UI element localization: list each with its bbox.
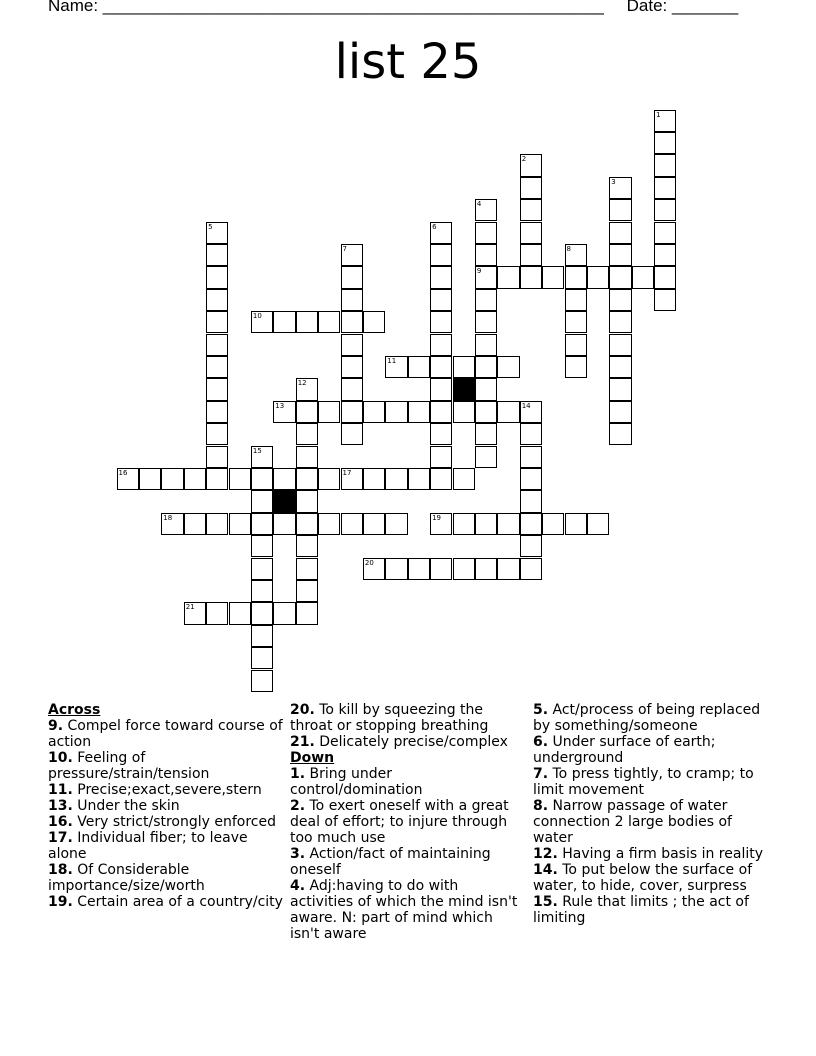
grid-cell[interactable] [520, 535, 542, 557]
clue-label: 20. [290, 702, 315, 718]
clue-text: Certain area of a country/city [72, 894, 283, 910]
down-clue [533, 862, 773, 894]
grid-cell[interactable] [206, 289, 228, 311]
grid-cell[interactable] [273, 468, 295, 490]
clue-number: 11 [387, 356, 397, 365]
grid-cell[interactable] [565, 266, 587, 288]
grid-cell[interactable] [475, 401, 497, 423]
across-clue [290, 734, 525, 750]
down-clue [290, 846, 525, 878]
grid-cell[interactable] [341, 468, 363, 490]
clue-label: 7. [533, 766, 549, 782]
grid-cell[interactable] [273, 602, 295, 624]
grid-cell[interactable] [206, 311, 228, 333]
grid-cell[interactable] [520, 244, 542, 266]
clue-number: 2 [521, 155, 527, 164]
across-clue [48, 782, 283, 798]
grid-cell[interactable] [430, 222, 452, 244]
grid-cell[interactable] [430, 558, 452, 580]
grid-cell[interactable] [430, 356, 452, 378]
grid-cell[interactable] [296, 535, 318, 557]
grid-cell[interactable] [654, 132, 676, 154]
down-clue [533, 846, 773, 862]
grid-cell[interactable] [565, 289, 587, 311]
grid-cell[interactable] [453, 558, 475, 580]
grid-cell[interactable] [296, 558, 318, 580]
grid-cell[interactable] [609, 289, 631, 311]
clue-text: To exert oneself with a great deal of effort; to injure through too much use [290, 798, 509, 846]
grid-cell[interactable] [520, 199, 542, 221]
grid-cell[interactable] [520, 446, 542, 468]
down-clue [533, 766, 773, 798]
grid-cell[interactable] [251, 311, 273, 333]
grid-cell[interactable] [341, 311, 363, 333]
grid-cell[interactable] [341, 266, 363, 288]
grid-cell[interactable] [318, 311, 340, 333]
grid-cell[interactable] [206, 446, 228, 468]
clue-text: Compel force toward course of action [48, 718, 283, 750]
grid-cell[interactable] [206, 513, 228, 535]
grid-cell[interactable] [520, 423, 542, 445]
clue-label: 2. [290, 798, 306, 814]
grid-cell[interactable] [609, 244, 631, 266]
grid-cell[interactable] [363, 401, 385, 423]
clue-text: Act/process of being replaced by something/someone [533, 702, 761, 734]
clue-number: 12 [297, 379, 307, 388]
across-clue [48, 894, 283, 910]
grid-cell[interactable] [184, 513, 206, 535]
grid-cell[interactable] [475, 199, 497, 221]
grid-cell[interactable] [453, 468, 475, 490]
grid-cell[interactable] [296, 401, 318, 423]
clue-text: Individual fiber; to leave alone [48, 830, 248, 862]
grid-cell[interactable] [430, 311, 452, 333]
grid-cell[interactable] [497, 266, 519, 288]
grid-cell[interactable] [520, 513, 542, 535]
clue-number: 20 [364, 558, 374, 567]
grid-cell[interactable] [430, 468, 452, 490]
grid-cell[interactable] [363, 311, 385, 333]
grid-cell[interactable] [654, 110, 676, 132]
grid-cell[interactable] [206, 423, 228, 445]
grid-cell[interactable] [609, 311, 631, 333]
down-clue [533, 702, 773, 734]
grid-cell[interactable] [609, 401, 631, 423]
grid-cell[interactable] [251, 535, 273, 557]
grid-cell[interactable] [654, 222, 676, 244]
grid-cell[interactable] [497, 356, 519, 378]
clue-text: To press tightly, to cramp; to limit movement [533, 766, 754, 798]
clue-number: 19 [432, 513, 442, 522]
grid-cell[interactable] [229, 513, 251, 535]
clue-text: Feeling of pressure/strain/tension [48, 750, 210, 782]
clue-number: 3 [611, 177, 616, 186]
grid-cell[interactable] [341, 513, 363, 535]
clue-label: 12. [533, 846, 558, 862]
grid-cell[interactable] [520, 154, 542, 176]
grid-cell[interactable] [430, 423, 452, 445]
grid-cell[interactable] [430, 513, 452, 535]
grid-cell[interactable] [341, 334, 363, 356]
clue-number: 5 [208, 222, 213, 231]
clue-text: Action/fact of maintaining oneself [290, 846, 491, 878]
grid-cell[interactable] [273, 401, 295, 423]
grid-cell[interactable] [497, 558, 519, 580]
grid-cell[interactable] [609, 356, 631, 378]
grid-cell[interactable] [296, 446, 318, 468]
clue-text: To kill by squeezing the throat or stopping breathing [290, 702, 489, 734]
grid-cell[interactable] [363, 558, 385, 580]
down-clue [533, 894, 773, 926]
grid-cell[interactable] [497, 513, 519, 535]
grid-cell[interactable] [273, 513, 295, 535]
grid-cell[interactable] [385, 356, 407, 378]
grid-cell[interactable] [609, 266, 631, 288]
grid-cell[interactable] [318, 468, 340, 490]
grid-cell[interactable] [408, 468, 430, 490]
clue-number: 6 [432, 222, 437, 231]
grid-cell[interactable] [341, 244, 363, 266]
grid-cell[interactable] [296, 602, 318, 624]
grid-cell[interactable] [430, 446, 452, 468]
grid-cell[interactable] [251, 670, 273, 692]
grid-cell[interactable] [453, 401, 475, 423]
grid-cell[interactable] [206, 334, 228, 356]
grid-cell[interactable] [520, 177, 542, 199]
grid-block-cell [453, 378, 475, 400]
grid-cell[interactable] [318, 401, 340, 423]
grid-cell[interactable] [475, 222, 497, 244]
grid-cell[interactable] [385, 401, 407, 423]
grid-cell[interactable] [296, 580, 318, 602]
grid-cell[interactable] [251, 490, 273, 512]
across-clue [48, 718, 283, 750]
grid-cell[interactable] [161, 513, 183, 535]
grid-cell[interactable] [341, 289, 363, 311]
clue-label: 5. [533, 702, 549, 718]
grid-cell[interactable] [565, 334, 587, 356]
clue-label: 21. [290, 734, 315, 750]
grid-cell[interactable] [273, 311, 295, 333]
grid-cell[interactable] [565, 356, 587, 378]
clue-number: 10 [252, 312, 262, 321]
clue-label: 10. [48, 750, 73, 766]
clue-number: 8 [566, 244, 571, 253]
grid-cell[interactable] [229, 602, 251, 624]
clue-text: Under surface of earth; underground [533, 734, 716, 766]
grid-cell[interactable] [408, 558, 430, 580]
grid-cell[interactable] [341, 423, 363, 445]
grid-cell[interactable] [520, 401, 542, 423]
across-clue [48, 750, 283, 782]
clue-text: Narrow passage of water connection 2 large bodies of water [533, 798, 732, 846]
grid-cell[interactable] [430, 244, 452, 266]
grid-cell[interactable] [139, 468, 161, 490]
grid-cell[interactable] [229, 468, 251, 490]
grid-cell[interactable] [609, 334, 631, 356]
grid-cell[interactable] [565, 513, 587, 535]
grid-cell[interactable] [117, 468, 139, 490]
down-clue [290, 798, 525, 846]
grid-cell[interactable] [475, 356, 497, 378]
clue-label: 16. [48, 814, 73, 830]
clue-number: 17 [342, 468, 352, 477]
grid-cell[interactable] [408, 401, 430, 423]
clue-number: 18 [163, 513, 173, 522]
grid-cell[interactable] [565, 244, 587, 266]
clue-label: 4. [290, 878, 306, 894]
clue-text: Of Considerable importance/size/worth [48, 862, 205, 894]
clue-number: 21 [185, 603, 195, 612]
grid-cell[interactable] [520, 222, 542, 244]
page-title: list 25 [334, 34, 482, 90]
grid-cell[interactable] [296, 311, 318, 333]
clue-label: 19. [48, 894, 73, 910]
grid-cell[interactable] [520, 266, 542, 288]
grid-cell[interactable] [385, 558, 407, 580]
across-header: Across [48, 702, 101, 718]
down-clue [533, 798, 773, 846]
grid-cell[interactable] [654, 289, 676, 311]
clue-text: Precise;exact,severe,stern [72, 782, 262, 798]
clue-number: 1 [656, 110, 661, 119]
grid-cell[interactable] [184, 468, 206, 490]
clue-text: Having a firm basis in reality [557, 846, 763, 862]
grid-cell[interactable] [251, 625, 273, 647]
across-clue [48, 814, 283, 830]
down-clue [290, 878, 525, 942]
grid-cell[interactable] [341, 378, 363, 400]
grid-cell[interactable] [453, 356, 475, 378]
grid-cell[interactable] [363, 513, 385, 535]
grid-cell[interactable] [587, 266, 609, 288]
clue-number: 15 [252, 446, 262, 455]
grid-cell[interactable] [385, 513, 407, 535]
grid-cell[interactable] [206, 356, 228, 378]
grid-cell[interactable] [430, 401, 452, 423]
grid-cell[interactable] [565, 311, 587, 333]
grid-cell[interactable] [475, 311, 497, 333]
across-clue [48, 862, 283, 894]
grid-cell[interactable] [520, 558, 542, 580]
down-header: Down [290, 750, 335, 766]
grid-cell[interactable] [206, 244, 228, 266]
clue-text: Bring under control/domination [290, 766, 423, 798]
grid-block-cell [273, 490, 295, 512]
clue-column-3 [533, 702, 773, 926]
grid-cell[interactable] [206, 266, 228, 288]
date-field[interactable]: Date: _______ [626, 0, 739, 15]
grid-cell[interactable] [609, 222, 631, 244]
grid-cell[interactable] [475, 423, 497, 445]
clue-label: 9. [48, 718, 64, 734]
grid-cell[interactable] [654, 154, 676, 176]
clue-number: 13 [275, 401, 285, 410]
grid-cell[interactable] [251, 468, 273, 490]
grid-cell[interactable] [520, 490, 542, 512]
grid-cell[interactable] [475, 289, 497, 311]
across-clue [290, 702, 525, 734]
grid-cell[interactable] [609, 378, 631, 400]
grid-cell[interactable] [609, 177, 631, 199]
grid-cell[interactable] [497, 401, 519, 423]
grid-cell[interactable] [430, 289, 452, 311]
clue-label: 15. [533, 894, 558, 910]
clue-text: Rule that limits ; the act of limiting [533, 894, 749, 926]
grid-cell[interactable] [341, 401, 363, 423]
across-clue [48, 830, 283, 862]
clue-label: 6. [533, 734, 549, 750]
grid-cell[interactable] [475, 558, 497, 580]
grid-cell[interactable] [520, 468, 542, 490]
grid-cell[interactable] [587, 513, 609, 535]
clue-text: Delicately precise/complex [314, 734, 508, 750]
clue-label: 14. [533, 862, 558, 878]
grid-cell[interactable] [341, 356, 363, 378]
clue-label: 1. [290, 766, 306, 782]
grid-cell[interactable] [430, 334, 452, 356]
grid-cell[interactable] [184, 602, 206, 624]
clue-label: 8. [533, 798, 549, 814]
grid-cell[interactable] [206, 222, 228, 244]
grid-cell[interactable] [385, 468, 407, 490]
grid-cell[interactable] [654, 244, 676, 266]
grid-cell[interactable] [206, 378, 228, 400]
name-field[interactable]: Name: _____________________________________________________ [48, 0, 604, 15]
clue-number: 4 [476, 200, 482, 209]
clue-text: Under the skin [72, 798, 180, 814]
clue-number: 9 [476, 267, 482, 276]
grid-cell[interactable] [296, 490, 318, 512]
grid-cell[interactable] [475, 378, 497, 400]
clue-number: 7 [342, 244, 347, 253]
grid-cell[interactable] [475, 513, 497, 535]
grid-cell[interactable] [542, 513, 564, 535]
grid-cell[interactable] [475, 446, 497, 468]
grid-cell[interactable] [475, 244, 497, 266]
clue-label: 13. [48, 798, 73, 814]
grid-cell[interactable] [206, 401, 228, 423]
grid-cell[interactable] [206, 602, 228, 624]
grid-cell[interactable] [296, 513, 318, 535]
clue-label: 11. [48, 782, 73, 798]
clue-column-2 [290, 702, 525, 942]
grid-cell[interactable] [654, 199, 676, 221]
down-clue [533, 734, 773, 766]
grid-cell[interactable] [654, 177, 676, 199]
clue-text: Adj:having to do with activities of which the mind isn't aware. N: part of mind which isn't aware [290, 878, 518, 942]
grid-cell[interactable] [609, 199, 631, 221]
grid-cell[interactable] [363, 468, 385, 490]
clue-number: 14 [521, 401, 531, 410]
down-clue [290, 766, 525, 798]
clue-label: 3. [290, 846, 306, 862]
clue-number: 16 [118, 468, 128, 477]
grid-cell[interactable] [206, 468, 228, 490]
grid-cell[interactable] [475, 334, 497, 356]
grid-cell[interactable] [251, 446, 273, 468]
clue-column-1 [48, 702, 283, 910]
grid-cell[interactable] [632, 266, 654, 288]
clue-text: Very strict/strongly enforced [72, 814, 276, 830]
grid-cell[interactable] [296, 378, 318, 400]
grid-cell[interactable] [251, 602, 273, 624]
clue-label: 18. [48, 862, 73, 878]
across-clue [48, 798, 283, 814]
grid-cell[interactable] [251, 580, 273, 602]
grid-cell[interactable] [251, 513, 273, 535]
grid-cell[interactable] [251, 647, 273, 669]
grid-cell[interactable] [475, 266, 497, 288]
clue-text: To put below the surface of water, to hide, cover, surpress [533, 862, 753, 894]
grid-cell[interactable] [609, 423, 631, 445]
grid-cell[interactable] [542, 266, 564, 288]
grid-cell[interactable] [318, 513, 340, 535]
grid-cell[interactable] [430, 378, 452, 400]
grid-cell[interactable] [408, 356, 430, 378]
grid-cell[interactable] [296, 468, 318, 490]
grid-cell[interactable] [453, 513, 475, 535]
grid-cell[interactable] [161, 468, 183, 490]
grid-cell[interactable] [430, 266, 452, 288]
grid-cell[interactable] [251, 558, 273, 580]
clue-label: 17. [48, 830, 73, 846]
grid-cell[interactable] [654, 266, 676, 288]
grid-cell[interactable] [296, 423, 318, 445]
